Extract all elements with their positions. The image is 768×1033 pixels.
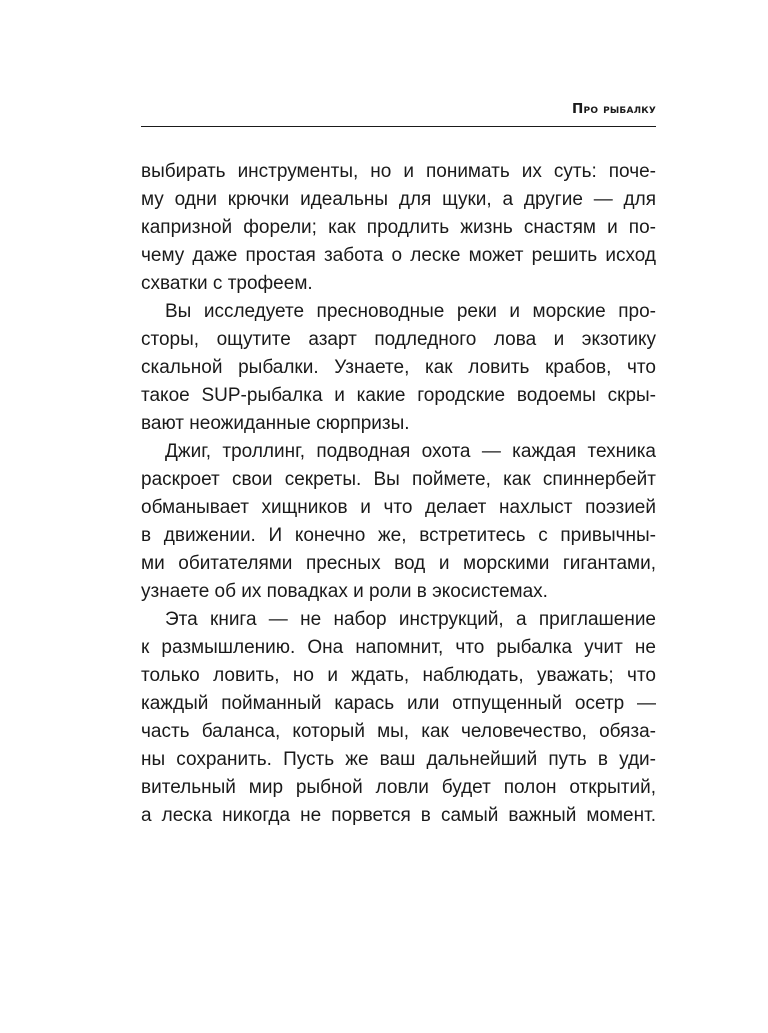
text-line: ны сохранить. Пусть же ваш дальнейший путь в уди- [141,749,656,770]
text-line: схватки с трофеем. [141,273,313,294]
header-rule [141,126,656,127]
text-line: каждый пойманный карась или отпущенный осетр — [141,693,656,714]
text-line: узнаете об их повадках и роли в экосистемах. [141,581,548,602]
text-line: часть баланса, который мы, как человечество, обяза- [141,721,656,742]
text-line: му одни крючки идеальны для щуки, а другие — для [141,189,656,210]
text-line: а леска никогда не порвется в самый важный момент. [141,805,656,826]
text-line: скальной рыбалки. Узнаете, как ловить крабов, что [141,357,656,378]
body-text [141,158,656,830]
text-line: обманывает хищников и что делает нахлыст поэзией [141,497,656,518]
text-line: Эта книга — не набор инструкций, а приглашение [165,609,656,630]
text-line: в движении. И конечно же, встретитесь с привычны- [141,525,656,546]
text-line: такое SUP-рыбалка и какие городские водоемы скры- [141,385,656,406]
text-line: только ловить, но и ждать, наблюдать, уважать; что [141,665,656,686]
text-line: капризной форели; как продлить жизнь снастям и по- [141,217,656,238]
text-line: ми обитателями пресных вод и морскими гигантами, [141,553,656,574]
text-line: раскроет свои секреты. Вы поймете, как спиннербейт [141,469,656,490]
running-head: Про рыбалку [572,101,656,117]
text-line: сторы, ощутите азарт подледного лова и экзотику [141,329,656,350]
text-line: вают неожиданные сюрпризы. [141,413,410,434]
text-line: чему даже простая забота о леске может решить исход [141,245,656,266]
text-line: выбирать инструменты, но и понимать их суть: поче- [141,161,656,182]
text-line: Вы исследуете пресноводные реки и морские про- [165,301,656,322]
text-line: вительный мир рыбной ловли будет полон открытий, [141,777,656,798]
text-line: Джиг, троллинг, подводная охота — каждая техника [165,441,656,462]
text-line: к размышлению. Она напомнит, что рыбалка учит не [141,637,656,658]
